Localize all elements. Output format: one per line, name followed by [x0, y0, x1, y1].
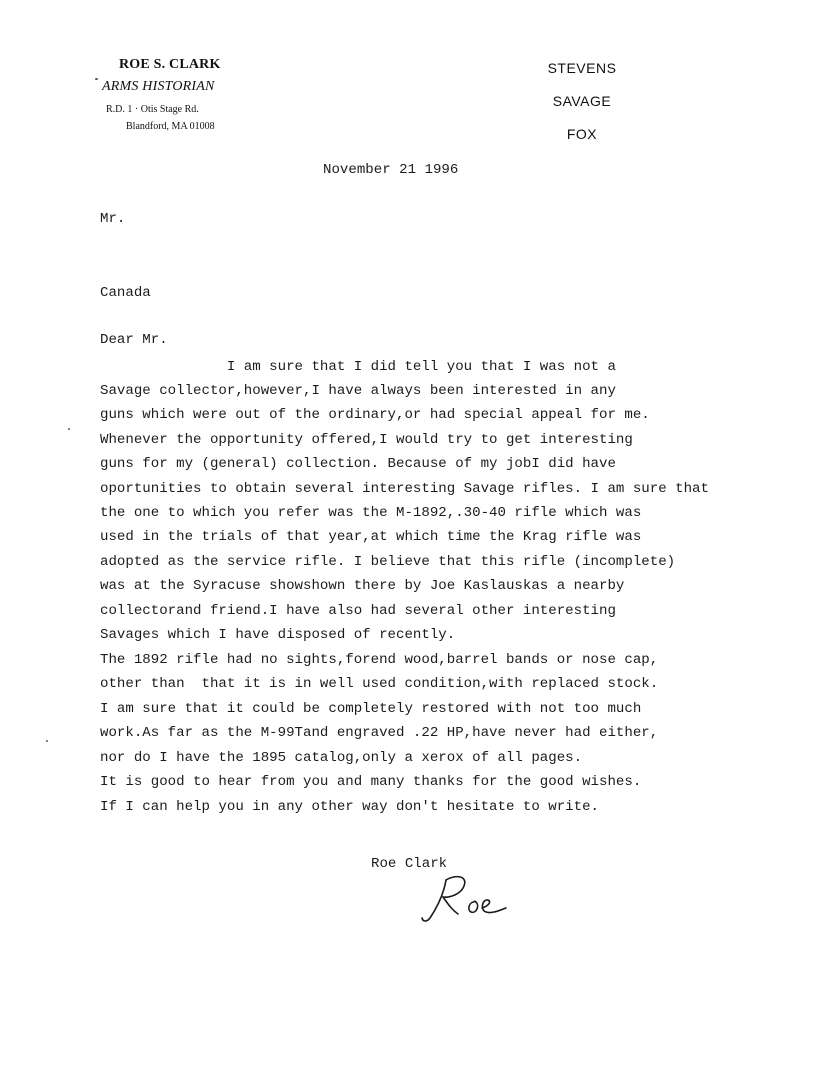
- body-line: Savages which I have disposed of recently.: [100, 627, 456, 643]
- salutation: Dear Mr.: [100, 332, 168, 348]
- body-line: was at the Syracuse showshown there by Joe Kaslauskas a nearby: [100, 578, 625, 594]
- body-line: oportunities to obtain several interesting Savage rifles. I am sure that: [100, 481, 709, 497]
- scan-speck: [68, 428, 70, 430]
- body-line: It is good to hear from you and many thanks for the good wishes.: [100, 774, 642, 790]
- scan-speck: [95, 78, 98, 80]
- scan-speck: [46, 740, 48, 742]
- body-line: The 1892 rifle had no sights,forend wood,barrel bands or nose cap,: [100, 652, 659, 668]
- body-line: guns for my (general) collection. Because of my jobI did have: [100, 456, 616, 472]
- body-line: adopted as the service rifle. I believe that this rifle (incomplete): [100, 554, 676, 570]
- body-line: work.As far as the M-99Tand engraved .22 HP,have never had either,: [100, 725, 659, 741]
- body-line: collectorand friend.I have also had several other interesting: [100, 603, 616, 619]
- handwritten-signature: [418, 872, 528, 927]
- body-line: If I can help you in any other way don't hesitate to write.: [100, 799, 599, 815]
- brand-stevens: STEVENS: [547, 60, 617, 76]
- body-line: used in the trials of that year,at which time the Krag rifle was: [100, 529, 642, 545]
- letterhead-address-line1: R.D. 1 · Otis Stage Rd.: [106, 104, 199, 115]
- body-line: guns which were out of the ordinary,or had special appeal for me.: [100, 407, 650, 423]
- body-line: other than that it is in well used condition,with replaced stock.: [100, 676, 659, 692]
- letterhead-title: ARMS HISTORIAN: [102, 79, 215, 94]
- body-line: I am sure that I did tell you that I was not a: [100, 359, 616, 375]
- closing-name: Roe Clark: [371, 856, 448, 872]
- body-line: I am sure that it could be completely restored with not too much: [100, 701, 642, 717]
- letterhead-address-line2: Blandford, MA 01008: [126, 121, 215, 132]
- letter-date: November 21 1996: [323, 162, 459, 178]
- brand-savage: SAVAGE: [552, 93, 612, 109]
- brand-fox: FOX: [566, 126, 598, 142]
- body-line: the one to which you refer was the M-1892,.30-40 rifle which was: [100, 505, 642, 521]
- recipient-country: Canada: [100, 285, 151, 301]
- body-line: Savage collector,however,I have always been interested in any: [100, 383, 616, 399]
- body-line: Whenever the opportunity offered,I would try to get interesting: [100, 432, 633, 448]
- letterhead-name: ROE S. CLARK: [119, 57, 221, 72]
- recipient-name: Mr.: [100, 211, 126, 227]
- body-line: nor do I have the 1895 catalog,only a xerox of all pages.: [100, 750, 583, 766]
